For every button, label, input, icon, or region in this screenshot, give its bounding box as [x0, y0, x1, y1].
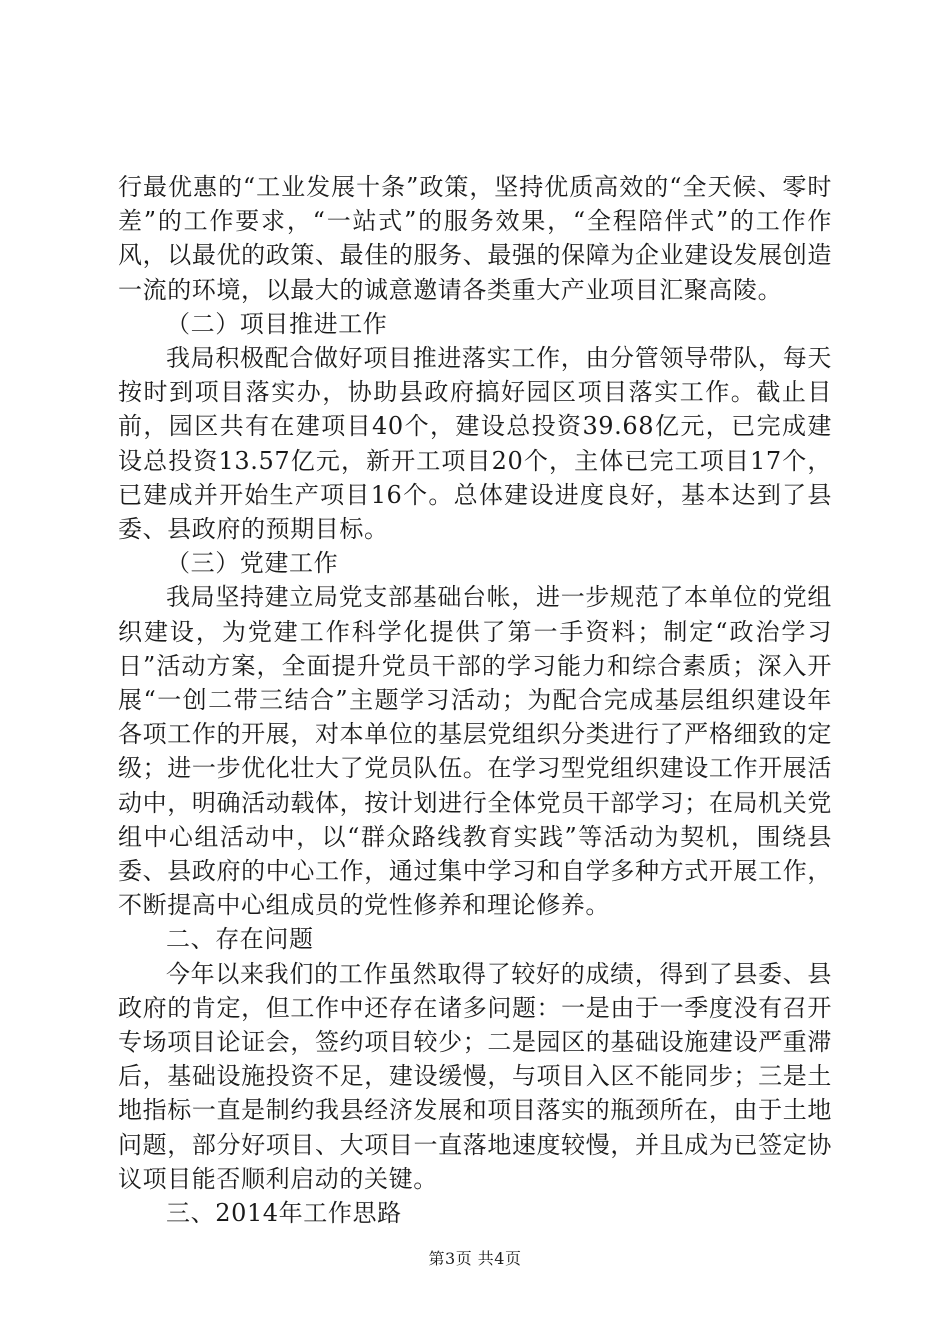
paragraph-problems: 今年以来我们的工作虽然取得了较好的成绩，得到了县委、县政府的肯定，但工作中还存在诸多问题：一是由于一季度没有召开专场项目论证会，签约项目较少；二是园区的基础设施建设严重滞后，基础设施投资不足，建设缓慢，与项目入区不能同步；三是土地指标一直是制约我县经济发展和项目落实的瓶颈所在，由于土地问题，部分好项目、大项目一直落地速度较慢，并且成为已签定协议项目能否顺利启动的关键。 — [118, 959, 832, 1193]
section-heading-2014-plan: 三、2014年工作思路 — [166, 1199, 402, 1228]
page-number-footer: 第3页 共4页 — [428, 1249, 522, 1268]
paragraph-party-building: 我局坚持建立局党支部基础台帐，进一步规范了本单位的党组织建设，为党建工作科学化提供了第一手资料；制定“政治学习日”活动方案，全面提升党员干部的学习能力和综合素质；深入开展“一创二带三结合”主题学习活动；为配合完成基层组织建设年各项工作的开展，对本单位的基层党组织分类进行了严格细致的定级；进一步优化壮大了党员队伍。在学习型党组织建设工作开展活动中，明确活动载体，按计划进行全体党员干部学习；在局机关党组中心组活动中，以“群众路线教育实践”等活动为契机，围绕县委、县政府的中心工作，通过集中学习和自学多种方式开展工作，不断提高中心组成员的党性修养和理论修养。 — [118, 583, 832, 920]
section-heading-party-building: （三）党建工作 — [166, 549, 339, 578]
section-heading-problems: 二、存在问题 — [166, 925, 314, 954]
section-heading-project-progress: （二）项目推进工作 — [166, 309, 388, 338]
paragraph-continued: 行最优惠的“工业发展十条”政策，坚持优质高效的“全天候、零时差”的工作要求，“一站式”的服务效果，“全程陪伴式”的工作作风，以最优的政策、最佳的服务、最强的保障为企业建设发展创造一流的环境，以最大的诚意邀请各类重大产业项目汇聚高陵。 — [118, 173, 832, 304]
document-body — [118, 170, 832, 1230]
paragraph-project-progress: 我局积极配合做好项目推进落实工作，由分管领导带队，每天按时到项目落实办，协助县政府搞好园区项目落实工作。截止目前，园区共有在建项目40个，建设总投资39.68亿元，已完成建设总投资13.57亿元，新开工项目20个，主体已完工项目17个，已建成并开始生产项目16个。总体建设进度良好，基本达到了县委、县政府的预期目标。 — [118, 344, 832, 544]
